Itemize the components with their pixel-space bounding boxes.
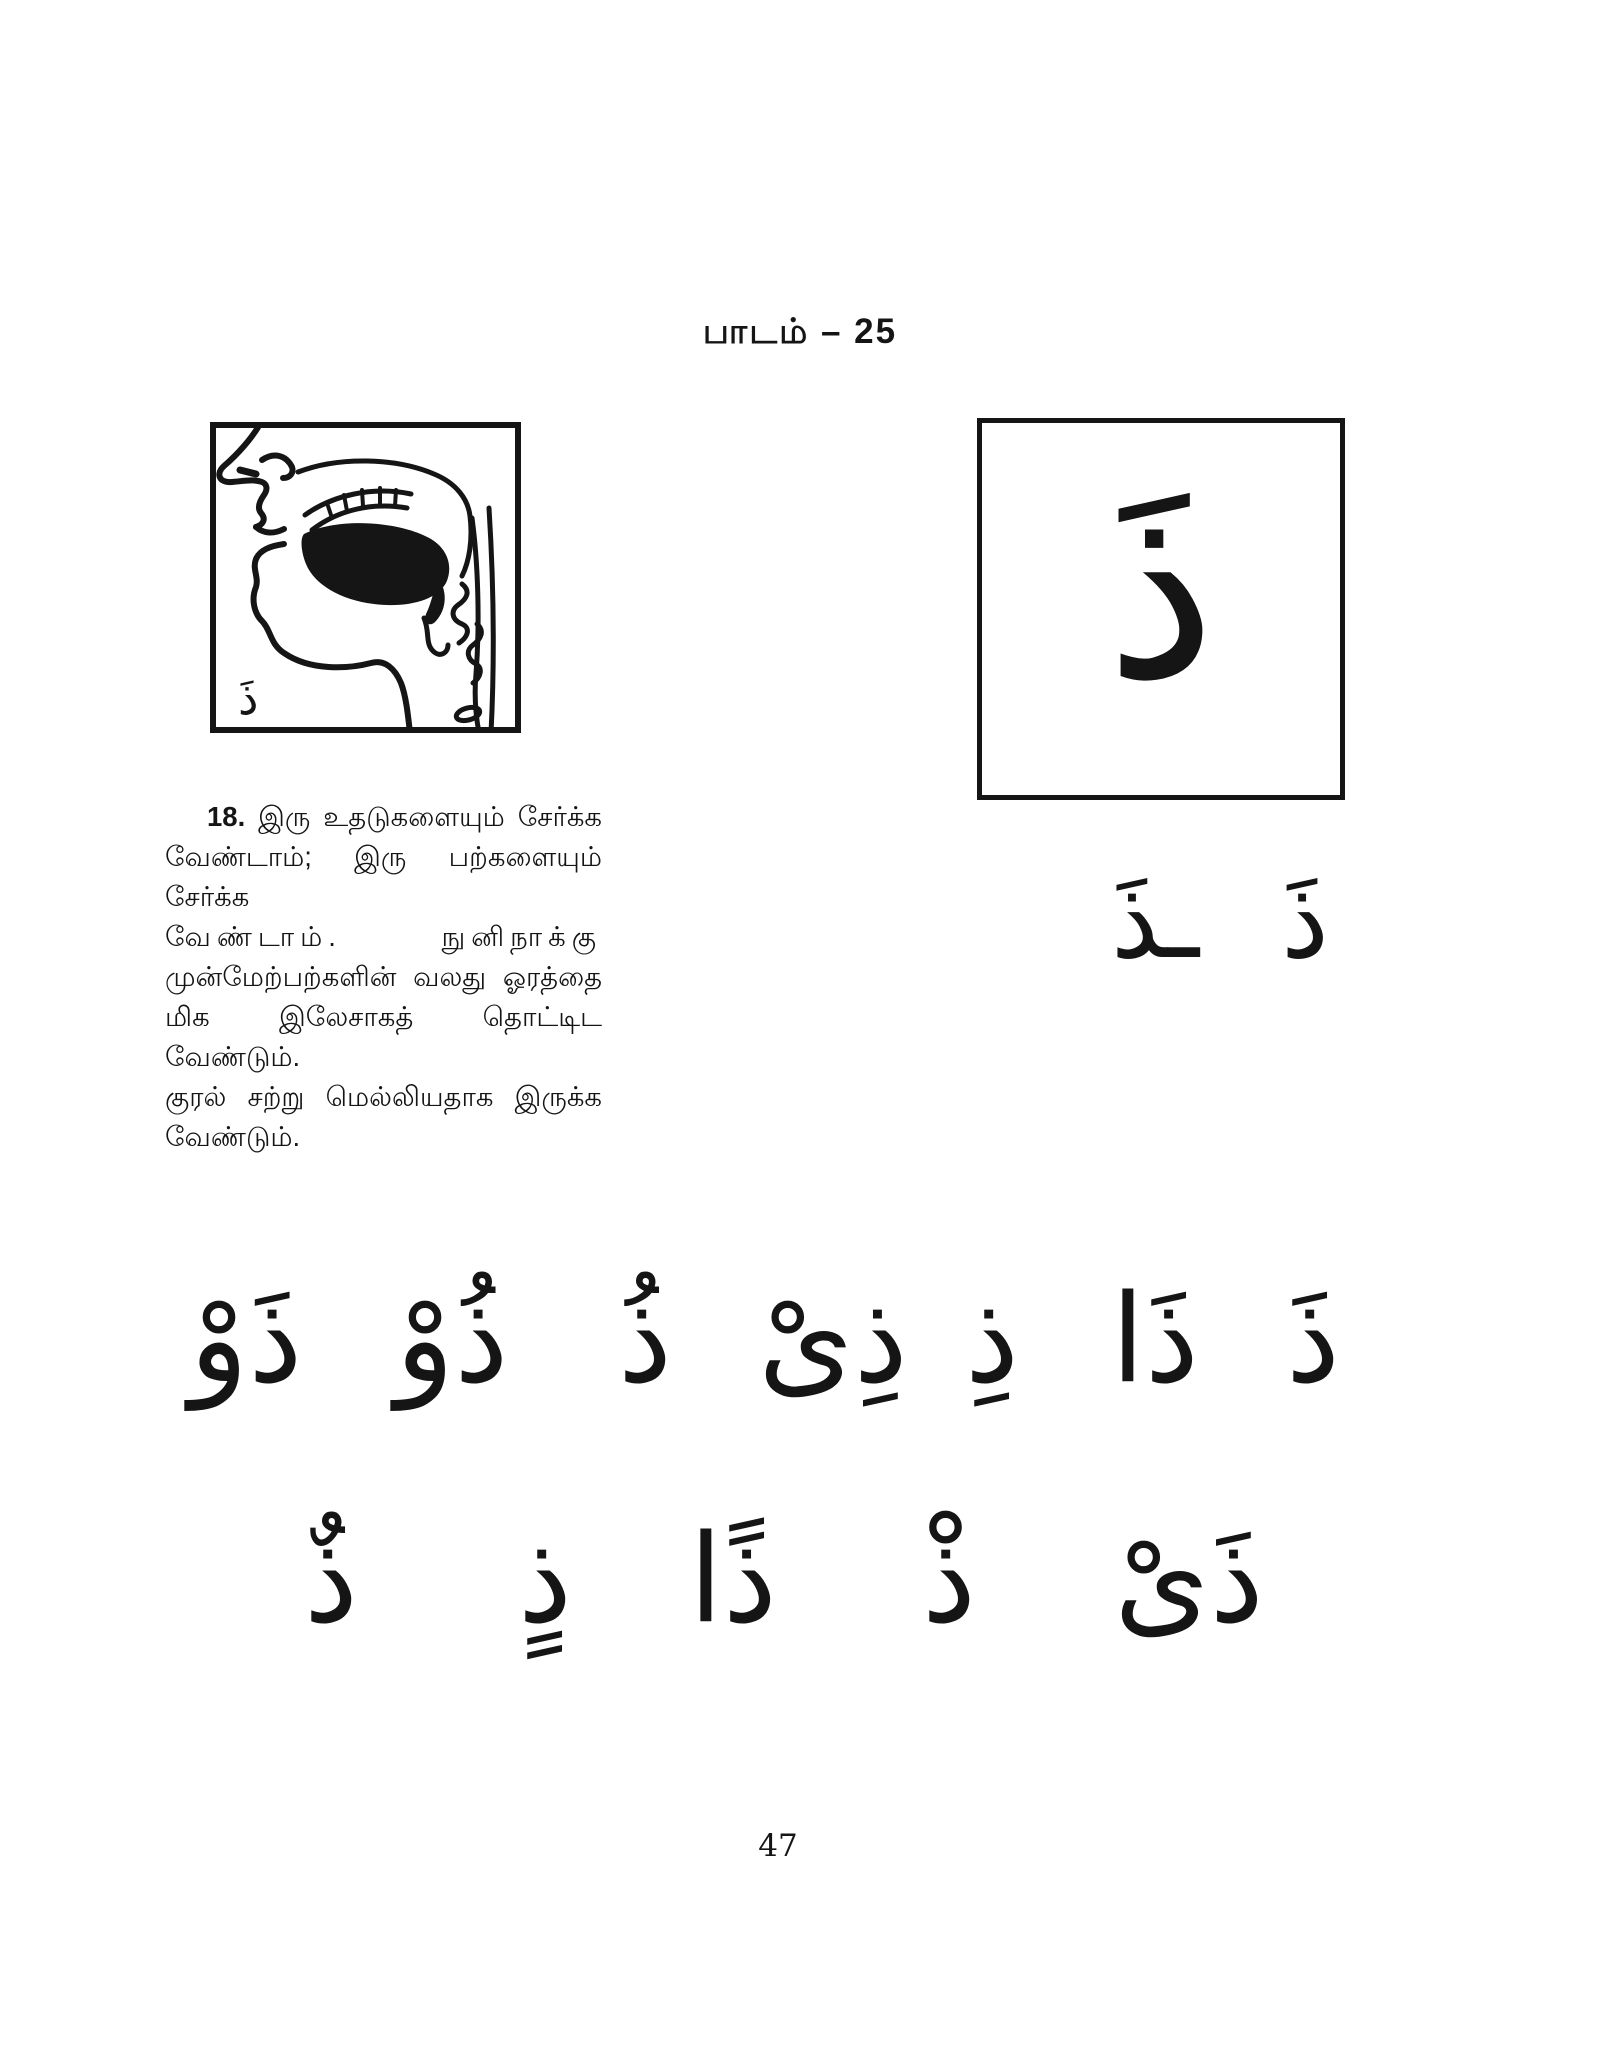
boxed-letter-dhal-fatha: ذَ — [1105, 444, 1217, 735]
lesson-title: பாடம் – 25 — [702, 312, 898, 351]
mouth-diagram — [210, 422, 521, 733]
letter-form-isolated: ذَ — [1280, 858, 1330, 983]
letter-form-final: ـذَ — [1110, 858, 1200, 983]
note-line: வேண்டாம்; இரு பற்களையும் சேர்க்க — [165, 841, 602, 912]
note-line: வேண்டாம். நுனிநாக்கு — [165, 921, 602, 952]
drill-row-2 — [0, 1508, 1600, 1718]
nostril-slit — [240, 470, 256, 474]
drill-letter: ذُ — [617, 1268, 673, 1410]
drill-letter: ذُوْ — [395, 1268, 509, 1410]
drill-letter: ذَىْ — [1114, 1508, 1264, 1650]
letter-display-box — [977, 418, 1345, 800]
drill-letter: ذِىْ — [758, 1268, 908, 1410]
drill-letter: ذَا — [1110, 1268, 1200, 1410]
note-line — [165, 797, 602, 837]
drill-letter: ذًا — [688, 1508, 778, 1650]
mouth-articulation-figure — [210, 422, 521, 733]
note-line-text: இரு உதடுகளையும் சேர்க்க — [258, 801, 603, 832]
note-line: குரல் சற்று மெல்லியதாக இருக்க — [165, 1081, 602, 1112]
note-line: முன்மேற்பற்களின் வலது ஓரத்தை — [165, 961, 602, 992]
drill-letter: ذَ — [1285, 1268, 1341, 1410]
pronunciation-note — [165, 797, 602, 1157]
drill-letter: ذَوْ — [189, 1268, 303, 1410]
drill-letter: ذِ — [964, 1268, 1020, 1410]
note-line: வேண்டும். — [165, 1121, 301, 1152]
drill-row-1 — [0, 1268, 1600, 1478]
figure-letter-caption: ذَ — [238, 671, 259, 725]
drill-letter: ذٍ — [517, 1508, 573, 1650]
paragraph-number: 18. — [207, 801, 246, 832]
page-number: 47 — [758, 1828, 798, 1864]
drill-letter: ذٌ — [303, 1508, 359, 1650]
note-line: மிக இலேசாகத் தொட்டிட வேண்டும். — [165, 1001, 602, 1072]
drill-letter: ذْ — [921, 1508, 977, 1650]
